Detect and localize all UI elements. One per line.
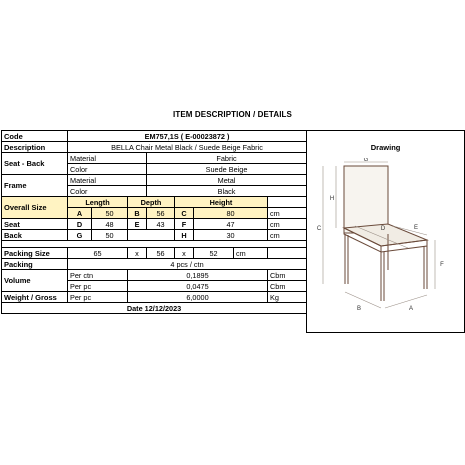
- row-code: [2, 131, 465, 142]
- spec-table: [1, 130, 465, 333]
- overall-letter-c: C: [175, 208, 194, 219]
- header-depth: Depth: [128, 197, 175, 208]
- page-title: ITEM DESCRIPTION / DETAILS: [173, 110, 292, 119]
- dim-letter-a: A: [408, 306, 413, 312]
- chair-backrest: [344, 166, 388, 233]
- back-label: Back: [2, 230, 68, 241]
- back-empty: [128, 230, 175, 241]
- packing-label: Packing: [2, 259, 68, 270]
- overall-value-depth: 56: [147, 208, 175, 219]
- seat-value-e: 43: [147, 219, 175, 230]
- volume-per-ctn-unit: Cbm: [268, 270, 307, 281]
- volume-per-ctn-value: 0,1895: [128, 270, 268, 281]
- frame-color: Black: [147, 186, 307, 197]
- seat-back-material: Fabric: [147, 153, 307, 164]
- packing-size-label: Packing Size: [2, 248, 68, 259]
- seat-back-label: Seat - Back: [2, 153, 68, 175]
- back-value-h: 30: [194, 230, 268, 241]
- packing-value: 4 pcs / ctn: [68, 259, 307, 270]
- description-value: BELLA Chair Metal Black / Suede Beige Fabric: [68, 142, 307, 153]
- volume-per-pc-label: Per pc: [68, 281, 128, 292]
- dim-letter-h: H: [329, 196, 334, 202]
- back-unit: cm: [268, 230, 307, 241]
- dim-letter-e: E: [413, 225, 418, 231]
- volume-per-pc-value: 0,0475: [128, 281, 268, 292]
- frame-label: Frame: [2, 175, 68, 197]
- packing-x-2: x: [175, 248, 194, 259]
- overall-letter-a: A: [68, 208, 92, 219]
- code-label: Code: [2, 131, 68, 142]
- seat-unit: cm: [268, 219, 307, 230]
- seat-value-d: 48: [92, 219, 128, 230]
- date: Date 12/12/2023: [2, 303, 307, 314]
- header-unit-spacer: [268, 197, 307, 208]
- description-label: Description: [2, 142, 68, 153]
- seat-back-color-label: Color: [68, 164, 147, 175]
- frame-color-label: Color: [68, 186, 147, 197]
- volume-label: Volume: [2, 270, 68, 292]
- overall-letter-b: B: [128, 208, 147, 219]
- weight-unit: Kg: [268, 292, 307, 303]
- overall-value-height: 80: [194, 208, 268, 219]
- seat-letter-d: D: [68, 219, 92, 230]
- dim-letter-f: F: [439, 262, 444, 268]
- packing-unit: cm: [234, 248, 268, 259]
- seat-letter-e: E: [128, 219, 147, 230]
- volume-per-pc-unit: Cbm: [268, 281, 307, 292]
- packing-length: 65: [68, 248, 128, 259]
- frame-material-label: Material: [68, 175, 147, 186]
- packing-depth: 56: [147, 248, 175, 259]
- dim-letter-c: C: [316, 226, 321, 232]
- header-height: Height: [175, 197, 268, 208]
- dim-letter-g: G: [363, 158, 368, 163]
- drawing-label: Drawing: [370, 143, 401, 152]
- packing-x-1: x: [128, 248, 147, 259]
- weight-label: Weight / Gross: [2, 292, 68, 303]
- code-value: EM757,1S ( E-00023872 ): [68, 131, 307, 142]
- seat-label: Seat: [2, 219, 68, 230]
- seat-letter-f: F: [175, 219, 194, 230]
- volume-per-ctn-label: Per ctn: [68, 270, 128, 281]
- overall-unit: cm: [268, 208, 307, 219]
- frame-material: Metal: [147, 175, 307, 186]
- header-length: Length: [68, 197, 128, 208]
- packing-height: 52: [194, 248, 234, 259]
- back-letter-h: H: [175, 230, 194, 241]
- weight-per-pc-label: Per pc: [68, 292, 128, 303]
- dim-letter-d: D: [380, 226, 385, 232]
- dim-letter-b: B: [356, 306, 361, 312]
- back-letter-g: G: [68, 230, 92, 241]
- drawing-panel: [307, 131, 465, 333]
- seat-back-material-label: Material: [68, 153, 147, 164]
- chair-drawing: [311, 158, 461, 318]
- overall-size-label: Overall Size: [2, 197, 68, 219]
- overall-value-length: 50: [92, 208, 128, 219]
- back-value-g: 50: [92, 230, 128, 241]
- seat-back-color: Suede Beige: [147, 164, 307, 175]
- weight-value: 6,0000: [128, 292, 268, 303]
- seat-value-f: 47: [194, 219, 268, 230]
